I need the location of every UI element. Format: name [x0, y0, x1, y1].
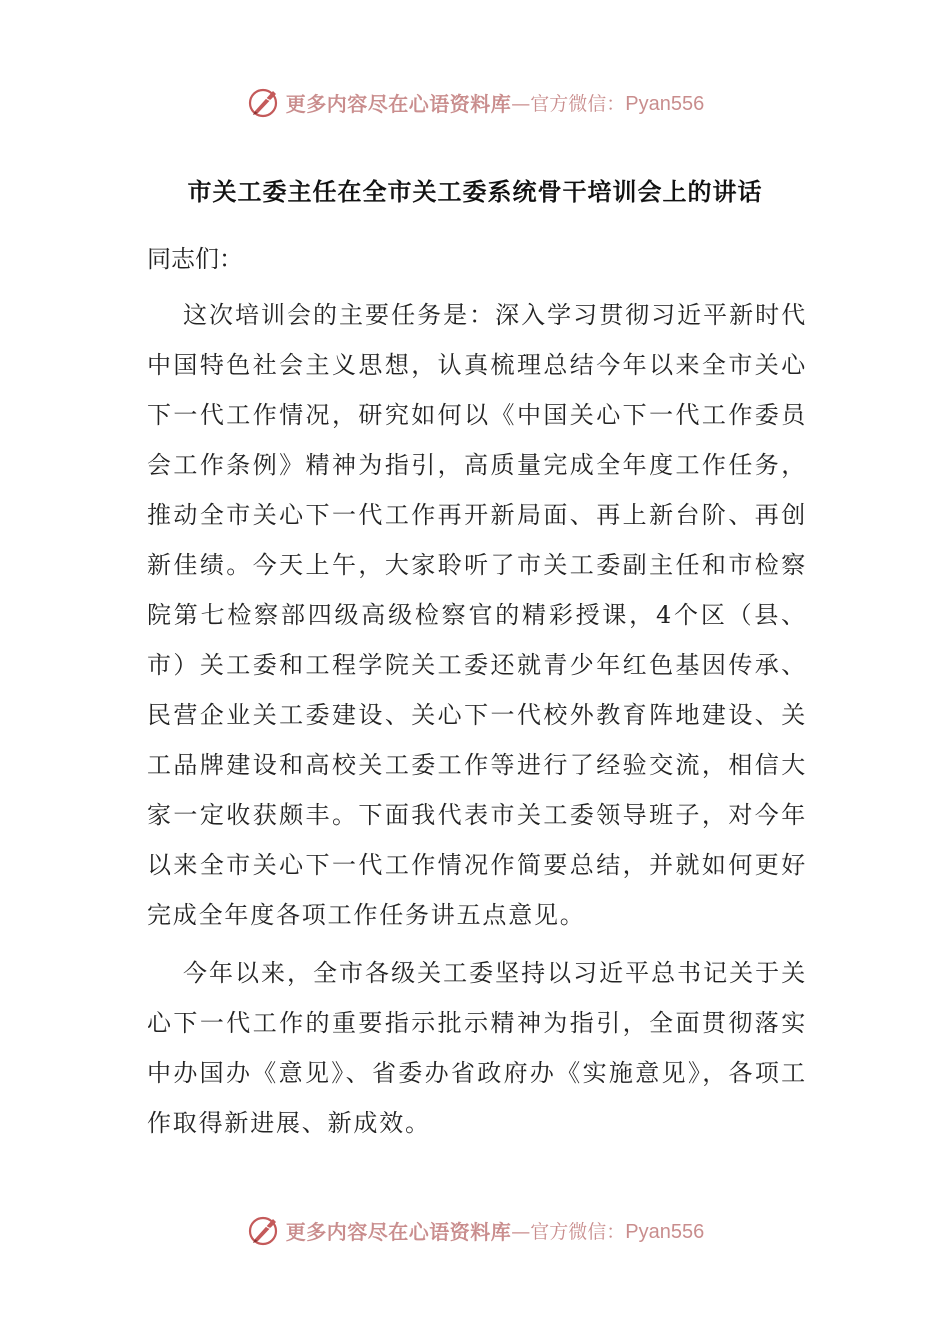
pen-logo-icon: [246, 84, 282, 120]
watermark-brand-text: 更多内容尽在心语资料库: [285, 1219, 512, 1244]
watermark-wechat: [511, 89, 704, 116]
watermark-wechat-id: Pyan556: [625, 92, 705, 115]
header-watermark: [0, 80, 950, 124]
pen-logo-icon: [246, 1212, 282, 1248]
watermark-wechat-label: —官方微信：: [511, 1220, 626, 1243]
watermark-wechat-id: Pyan556: [625, 1220, 705, 1243]
watermark-wechat-label: —官方微信：: [511, 92, 626, 115]
footer-watermark: [0, 1208, 950, 1252]
watermark-brand-text: 更多内容尽在心语资料库: [285, 91, 512, 116]
watermark-wechat: [511, 1217, 704, 1244]
document-title: 市关工委主任在全市关工委系统骨干培训会上的讲话: [187, 177, 763, 206]
body-paragraph: 今年以来，全市各级关工委坚持以习近平总书记关于关心下一代工作的重要指示批示精神为指引，全面贯彻落实中办国办《意见》、省委办省政府办《实施意见》，各项工作取得新进展、新成效。: [147, 959, 807, 1137]
body-paragraph: 这次培训会的主要任务是：深入学习贯彻习近平新时代中国特色社会主义思想，认真梳理总结今年以来全市关心下一代工作情况，研究如何以《中国关心下一代工作委员会工作条例》精神为指引，高质量完成全年度工作任务，推动全市关心下一代工作再开新局面、再上新台阶、再创新佳绩。今天上午，大家聆听了市关工委副主任和市检察院第七检察部四级高级检察官的精彩授课，4个区（县、市）关工委和工程学院关工委还就青少年红色基因传承、民营企业关工委建设、关心下一代校外教育阵地建设、关工品牌建设和高校关工委工作等进行了经验交流，相信大家一定收获颇丰。下面我代表市关工委领导班子，对今年以来全市关心下一代工作情况作简要总结，并就如何更好完成全年度各项工作任务讲五点意见。: [147, 301, 807, 929]
salutation: 同志们：: [147, 245, 243, 273]
